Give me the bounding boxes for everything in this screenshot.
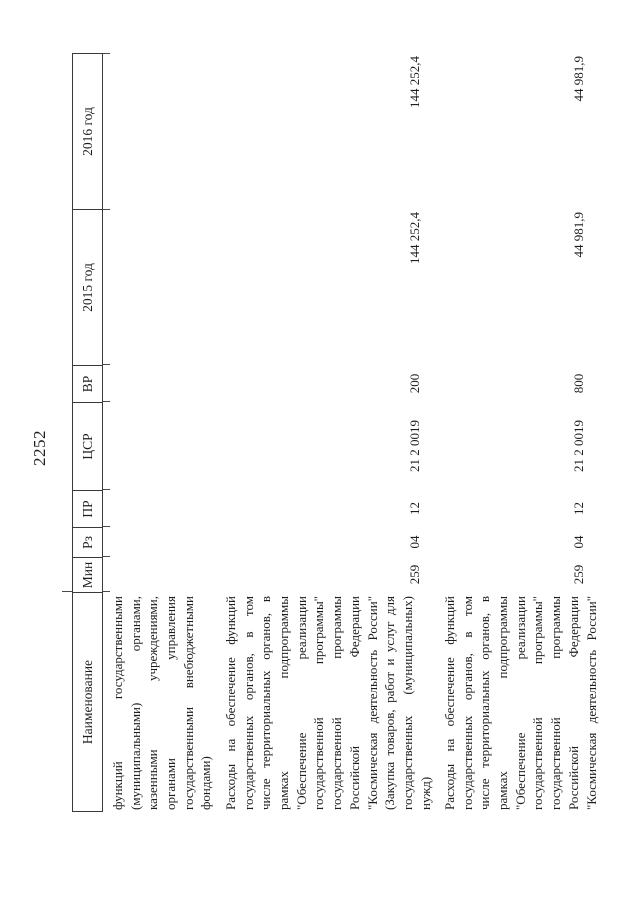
column-header-5: ЦСР (72, 402, 103, 490)
page-number: 2252 (30, 430, 49, 466)
column-header-1: Наименование (72, 592, 103, 812)
row-3-value-2016 год: 44 981,9 (571, 56, 586, 102)
name-line: "Космическая деятельность России" (583, 596, 599, 810)
header-border-tick (103, 489, 110, 490)
header-border-tick (103, 556, 110, 557)
row-2-value-ЦСР: 21 2 0019 (407, 420, 422, 472)
name-line: нужд) (417, 776, 433, 810)
row-3-value-ПР: 12 (571, 502, 586, 515)
column-header-7: 2015 год (72, 209, 103, 365)
column-header-3: Рз (72, 527, 103, 557)
row-2-value-Мин: 259 (407, 564, 422, 585)
header-border-tick (62, 591, 72, 592)
column-header-2: Мин (72, 557, 103, 592)
name-line: государственными внебюджетными (180, 596, 196, 810)
name-line: числе территориальных органов, в (258, 596, 274, 810)
header-border-tick (103, 401, 110, 402)
name-line: Расходы на обеспечение функций (223, 596, 238, 810)
row-3-value-Мин: 259 (571, 564, 586, 585)
row-2-value-2016 год: 144 252,4 (407, 56, 422, 108)
header-border-tick (103, 53, 110, 54)
row-3-value-ЦСР: 21 2 0019 (571, 420, 586, 472)
name-line: фондами) (198, 756, 214, 810)
row-3-value-Рз: 04 (571, 535, 586, 549)
header-border-tick (103, 364, 110, 365)
name-line: Расходы на обеспечение функций (442, 596, 457, 810)
name-line: функций государственными (110, 596, 125, 810)
name-line: государственной программы" (311, 596, 327, 810)
name-line: государственной программы (548, 596, 564, 810)
header-border-tick (103, 209, 110, 210)
column-header-8: 2016 год (72, 53, 103, 209)
table-header-row (72, 53, 103, 812)
row-2-value-ВР: 200 (407, 373, 422, 394)
column-header-4: ПР (72, 490, 103, 527)
name-line: государственных органов, в том (240, 596, 256, 810)
row-3-name (441, 596, 600, 810)
name-line: государственной программы" (530, 596, 546, 810)
name-line: числе территориальных органов, в (477, 596, 493, 810)
name-line: государственных (муниципальных) (399, 596, 415, 810)
name-line: органами управления (163, 596, 179, 810)
name-line: Российской Федерации (565, 596, 581, 810)
name-line: государственных органов, в том (459, 596, 475, 810)
name-line: рамках подпрограммы (495, 596, 511, 810)
name-line: "Обеспечение реализации (293, 596, 309, 810)
header-border-tick (103, 591, 110, 592)
header-border-tick (103, 526, 110, 527)
row-1-name (109, 596, 215, 810)
column-header-6: ВР (72, 365, 103, 402)
row-3-value-2015 год: 44 981,9 (571, 212, 586, 258)
row-2-value-Рз: 04 (407, 535, 422, 549)
row-2-name (222, 596, 434, 810)
row-2-value-2015 год: 144 252,4 (407, 212, 422, 264)
name-line: (Закупка товаров, работ и услуг для (382, 596, 398, 810)
name-line: Российской Федерации (346, 596, 362, 810)
budget-table (72, 53, 599, 812)
row-3-value-ВР: 800 (571, 373, 586, 394)
name-line: (муниципальными) органами, (127, 596, 143, 810)
name-line: государственной программы (329, 596, 345, 810)
name-line: рамках подпрограммы (276, 596, 292, 810)
name-line: "Обеспечение реализации (512, 596, 528, 810)
name-line: казенными учреждениями, (145, 596, 161, 810)
row-2-value-ПР: 12 (407, 502, 422, 515)
name-line: "Космическая деятельность России" (364, 596, 380, 810)
